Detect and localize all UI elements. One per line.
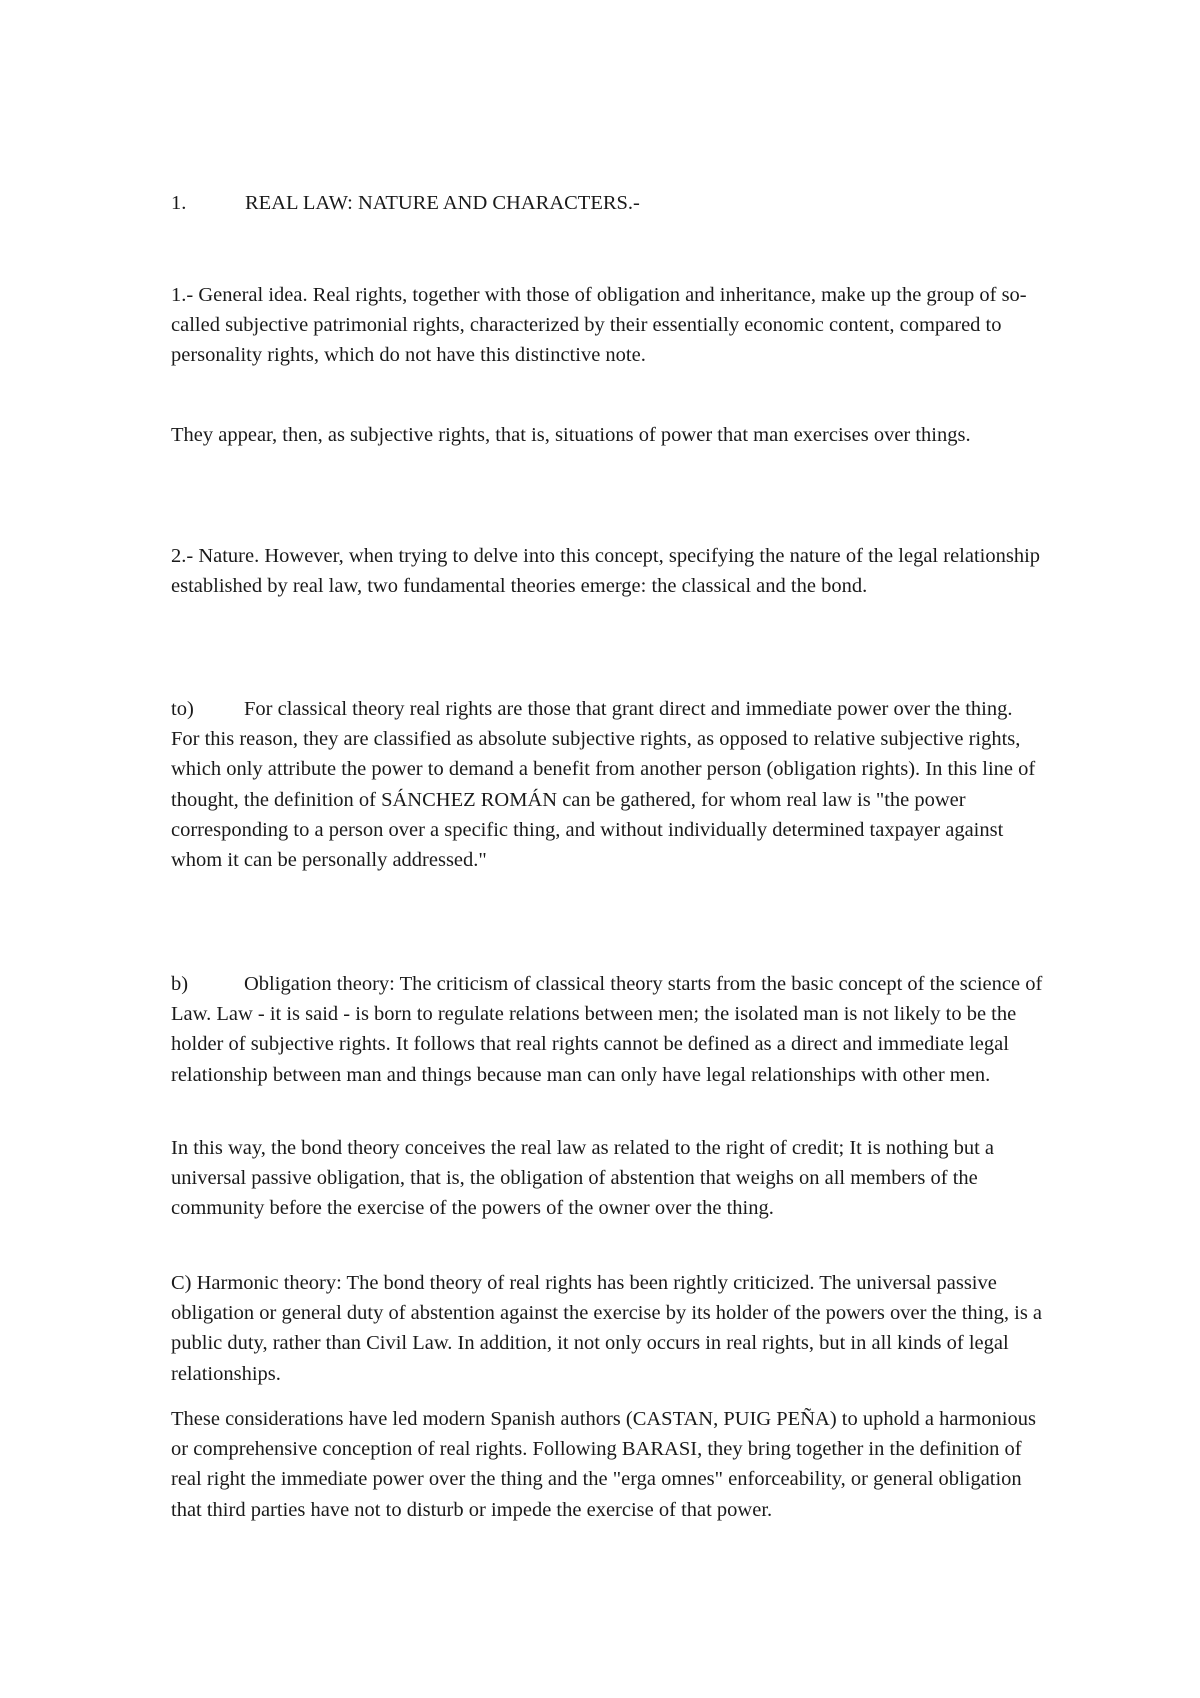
list-item-label: to) xyxy=(171,698,194,720)
list-item-text: For classical theory real rights are those that grant direct and immediate power over the thing. For this reason, they are classified as absolute subjective rights, as opposed to relative subjective rights, which only attribute the power to demand a benefit from another person (obligation rights). In this line of thought, the definition of SÁNCHEZ ROMÁN can be gathered, for whom real law is "the power corresponding to a person over a specific thing, and without individually determined taxpayer against whom it can be personally addressed." xyxy=(171,698,1036,872)
list-item-label: b) xyxy=(171,973,189,995)
section-number: 1. xyxy=(171,192,187,214)
list-item-text: Obligation theory: The criticism of classical theory starts from the basic concept of the science of Law. Law - it is said - is born to regulate relations between men; the isolated man is not likely to be the holder of subjective rights. It follows that real rights cannot be defined as a direct and immediate legal relationship between man and things because man can only have legal relationships with other men. xyxy=(171,973,1043,1086)
paragraph-bond-theory: In this way, the bond theory conceives the real law as related to the right of credit; It is nothing but a universal passive obligation, that is, the obligation of abstention that weighs on all members of the community before the exercise of the powers of the owner over the thing. xyxy=(171,1137,994,1220)
section-heading xyxy=(171,188,640,218)
list-item-obligation-theory xyxy=(171,969,1043,1090)
paragraph-spanish-authors: These considerations have led modern Spanish authors (CASTAN, PUIG PEÑA) to uphold a harmonious or comprehensive conception of real rights. Following BARASI, they bring together in the definition of real right the immediate power over the thing and the "erga omnes" enforceability, or general obligation that third parties have not to disturb or impede the exercise of that power. xyxy=(171,1408,1036,1521)
list-item-classical-theory xyxy=(171,694,1043,875)
paragraph-nature: 2.- Nature. However, when trying to delve into this concept, specifying the nature of the legal relationship established by real law, two fundamental theories emerge: the classical and the bond. xyxy=(171,545,1041,598)
paragraph-subjective-rights: They appear, then, as subjective rights, that is, situations of power that man exercises over things. xyxy=(171,424,971,446)
paragraph-general-idea: 1.- General idea. Real rights, together with those of obligation and inheritance, make up the group of so-called subjective patrimonial rights, characterized by their essentially economic content, compared to personality rights, which do not have this distinctive note. xyxy=(171,284,1027,367)
paragraph-harmonic-theory: C) Harmonic theory: The bond theory of real rights has been rightly criticized. The universal passive obligation or general duty of abstention against the exercise by its holder of the powers over the thing, is a public duty, rather than Civil Law. In addition, it not only occurs in real rights, but in all kinds of legal relationships. xyxy=(171,1272,1043,1385)
section-title: REAL LAW: NATURE AND CHARACTERS.- xyxy=(245,192,640,214)
